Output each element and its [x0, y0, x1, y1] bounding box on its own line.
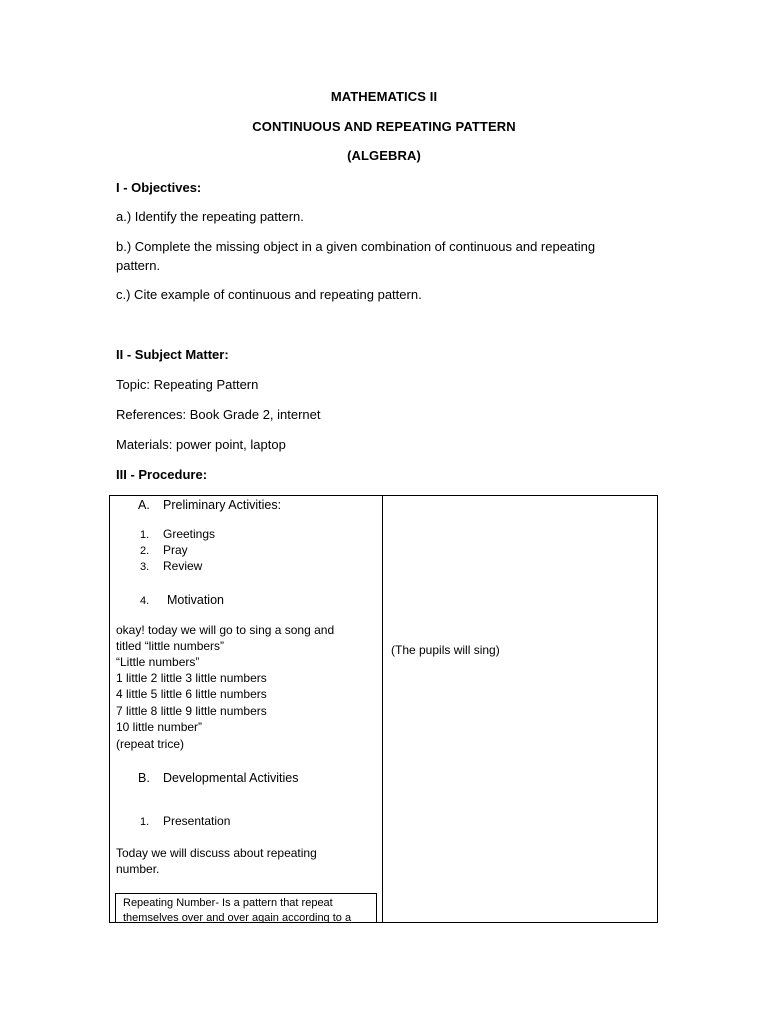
- definition-line: Repeating Number- Is a pattern that repeat: [123, 897, 333, 909]
- discussion-line: number.: [116, 862, 160, 876]
- presentation-num: 1.: [140, 816, 150, 828]
- objective-b-line1: b.) Complete the missing object in a given combination of continuous and repeating: [116, 239, 596, 254]
- song-line: (repeat trice): [116, 737, 185, 751]
- song-line: “Little numbers”: [116, 655, 200, 669]
- motivation-num: 4.: [140, 595, 150, 607]
- definition-box: [115, 893, 377, 923]
- procedure-table: [109, 495, 658, 923]
- song-line: 4 little 5 little 6 little numbers: [116, 687, 267, 701]
- song-line: 7 little 8 little 9 little numbers: [116, 704, 267, 718]
- section-b-letter: B.: [138, 771, 150, 785]
- presentation-label: Presentation: [163, 814, 231, 828]
- materials-line: Materials: power point, laptop: [116, 437, 286, 452]
- motivation-label: Motivation: [167, 593, 224, 607]
- objectives-heading: I - Objectives:: [116, 180, 202, 195]
- prelim-item-num: 3.: [140, 561, 150, 573]
- topic-line: Topic: Repeating Pattern: [116, 377, 259, 392]
- song-line: titled “little numbers”: [116, 639, 225, 653]
- objective-c: c.) Cite example of continuous and repeating pattern.: [116, 287, 422, 302]
- procedure-heading: III - Procedure:: [116, 467, 208, 482]
- objective-b-line2: pattern.: [116, 258, 161, 273]
- teacher-activity-cell: [110, 496, 382, 922]
- definition-line: themselves over and over again according to a: [123, 912, 352, 923]
- section-a-title: Preliminary Activities:: [163, 498, 282, 512]
- discussion-line: Today we will discuss about repeating: [116, 846, 317, 860]
- prelim-item-num: 1.: [140, 529, 150, 541]
- pupil-activity-cell: [383, 496, 657, 922]
- prelim-item-label: Greetings: [163, 527, 216, 541]
- section-b-title: Developmental Activities: [163, 771, 299, 785]
- prelim-item-label: Review: [163, 559, 203, 573]
- subject-matter-heading: II - Subject Matter:: [116, 347, 229, 362]
- song-line: 1 little 2 little 3 little numbers: [116, 671, 267, 685]
- pupil-response: (The pupils will sing): [391, 643, 500, 657]
- section-a-letter: A.: [138, 498, 150, 512]
- prelim-item-num: 2.: [140, 545, 150, 557]
- references-line: References: Book Grade 2, internet: [116, 407, 321, 422]
- subject-title: MATHEMATICS II: [330, 89, 438, 104]
- song-line: okay! today we will go to sing a song and: [116, 623, 335, 637]
- prelim-item-label: Pray: [163, 543, 188, 557]
- objective-a: a.) Identify the repeating pattern.: [116, 209, 304, 224]
- lesson-title: CONTINUOUS AND REPEATING PATTERN: [252, 119, 516, 134]
- strand-title: (ALGEBRA): [347, 148, 421, 163]
- song-line: 10 little number”: [116, 720, 203, 734]
